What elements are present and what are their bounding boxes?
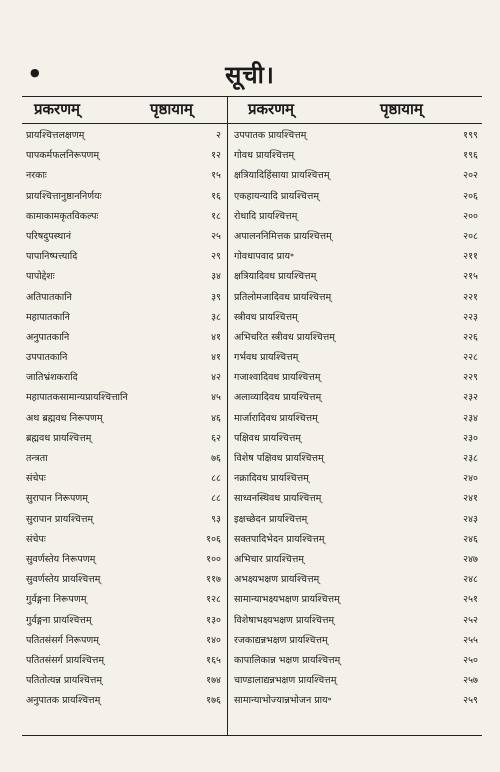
right-topic-cell: अभक्ष्यभक्षण प्रायश्चित्तम् bbox=[234, 574, 320, 586]
left-page-cell: १७४ bbox=[206, 675, 221, 687]
left-page-cell: २९ bbox=[211, 251, 221, 263]
left-page-cell: ३८ bbox=[211, 311, 221, 323]
right-page-cell: २५१ bbox=[463, 594, 478, 606]
table-row bbox=[22, 570, 482, 590]
header-right-topic: प्रकरणम् bbox=[248, 100, 295, 118]
right-topic-cell: अलाव्यादिवध प्रायश्चित्तम् bbox=[234, 392, 322, 404]
header-right-page: पृष्ठायाम् bbox=[380, 100, 423, 118]
left-topic-cell: गुर्वङ्गना प्रायश्चित्तम् bbox=[26, 614, 92, 626]
right-topic-cell: रोधादि प्रायश्चित्तम् bbox=[234, 210, 298, 222]
table-row bbox=[22, 247, 482, 267]
left-page-cell: ८८ bbox=[211, 473, 221, 485]
left-topic-cell: पापानिष्पत्त्यादि bbox=[26, 251, 78, 263]
right-page-cell: २३२ bbox=[463, 392, 478, 404]
right-page-cell: २०८ bbox=[463, 230, 478, 242]
table-row bbox=[22, 207, 482, 227]
left-page-cell: २ bbox=[216, 130, 221, 141]
table-rows bbox=[22, 126, 482, 711]
left-topic-cell: पतितोत्यन्न प्रायश्चित्तम् bbox=[26, 675, 102, 687]
left-page-cell: १०६ bbox=[206, 533, 221, 545]
right-topic-cell: गोवधापवाद प्राय॰ bbox=[234, 251, 295, 263]
right-page-cell: २०० bbox=[463, 210, 478, 222]
right-page-cell: २२९ bbox=[463, 372, 478, 384]
left-topic-cell: सुवर्णस्तेय निरूपणम् bbox=[26, 553, 96, 565]
left-page-cell: १२८ bbox=[206, 594, 221, 606]
right-topic-cell: सक्तपादिभेदन प्रायश्चित्तम् bbox=[234, 533, 325, 545]
page-title: सूची। bbox=[225, 60, 275, 89]
left-page-cell: १५ bbox=[211, 170, 221, 182]
right-topic-cell: कापालिकान्न भक्षण प्रायश्चित्तम् bbox=[234, 654, 341, 666]
table-row bbox=[22, 631, 482, 651]
right-page-cell: २४१ bbox=[463, 493, 478, 505]
left-topic-cell: जातिभ्रंशकरादि bbox=[26, 372, 78, 384]
left-page-cell: ११७ bbox=[206, 574, 221, 586]
left-page-cell: ४१ bbox=[211, 331, 221, 343]
right-page-cell: २२६ bbox=[463, 331, 478, 343]
left-topic-cell: परिषदुपस्थानं bbox=[26, 230, 71, 242]
right-page-cell: २३० bbox=[463, 432, 478, 444]
right-topic-cell: सामान्याभोज्यान्नभोजन प्राय॰ bbox=[234, 695, 332, 707]
right-page-cell: २५७ bbox=[463, 675, 478, 687]
right-page-cell: २२८ bbox=[463, 352, 478, 364]
right-page-cell: २५२ bbox=[463, 614, 478, 626]
left-page-cell: १७६ bbox=[206, 695, 221, 707]
table-row bbox=[22, 691, 482, 711]
right-topic-cell: गोवध प्रायश्चित्तम् bbox=[234, 150, 295, 162]
bullet-mark: ● bbox=[30, 66, 40, 79]
left-page-cell: ४१ bbox=[211, 352, 221, 364]
left-page-cell: १०० bbox=[206, 553, 221, 565]
left-topic-cell: अतिपातकानि bbox=[26, 291, 72, 303]
left-page-cell: ६२ bbox=[211, 432, 221, 444]
right-page-cell: २३४ bbox=[463, 412, 478, 424]
left-page-cell: १४० bbox=[206, 634, 221, 646]
table-row bbox=[22, 530, 482, 550]
right-topic-cell: क्षत्रियादिहिंसाया प्रायश्चित्तम् bbox=[234, 170, 330, 182]
table-row bbox=[22, 166, 482, 186]
left-topic-cell: उपपातकानि bbox=[26, 352, 68, 364]
left-topic-cell: नरकाः bbox=[26, 170, 47, 182]
header-left-topic: प्रकरणम् bbox=[34, 100, 81, 118]
left-topic-cell: पतितसंसर्ग प्रायश्चित्तम् bbox=[26, 654, 105, 666]
right-topic-cell: नक्रादिवध प्रायश्चित्तम् bbox=[234, 473, 309, 485]
left-topic-cell: तन्त्रता bbox=[26, 453, 48, 464]
left-topic-cell: पतितसंसर्ग निरूपणम् bbox=[26, 634, 99, 646]
right-topic-cell: प्रतिलोमजादिवध प्रायश्चित्तम् bbox=[234, 291, 332, 303]
right-topic-cell: रजकाद्यन्नभक्षण प्रायश्चित्तम् bbox=[234, 634, 328, 646]
table-row bbox=[22, 469, 482, 489]
left-topic-cell: महापातकानि bbox=[26, 311, 70, 323]
right-page-cell: २११ bbox=[463, 251, 478, 263]
left-topic-cell: प्रायश्चित्तानुष्ठाननिर्णयः bbox=[26, 190, 102, 202]
left-page-cell: ३४ bbox=[211, 271, 221, 283]
left-topic-cell: संचेपः bbox=[26, 473, 46, 485]
right-page-cell: २५९ bbox=[463, 695, 478, 707]
left-page-cell: ४२ bbox=[211, 372, 221, 384]
right-topic-cell: अपालननिमित्तक प्रायश्चित्तम् bbox=[234, 230, 332, 242]
right-topic-cell: विशेषाभक्ष्यभक्षण प्रायश्चित्तम् bbox=[234, 614, 335, 626]
table-row bbox=[22, 429, 482, 449]
table-row bbox=[22, 489, 482, 509]
right-page-cell: २५० bbox=[463, 654, 478, 666]
left-page-cell: १६ bbox=[211, 190, 221, 202]
table-row bbox=[22, 510, 482, 530]
right-topic-cell: पक्षिवध प्रायश्चित्तम् bbox=[234, 432, 301, 444]
table-row bbox=[22, 388, 482, 408]
right-page-cell: २२३ bbox=[463, 311, 478, 323]
left-topic-cell: महापातकसामान्यप्रायश्चित्तानि bbox=[26, 392, 128, 404]
right-topic-cell: अभिचार प्रायश्चित्तम् bbox=[234, 553, 304, 565]
left-page-cell: १२ bbox=[211, 150, 221, 162]
left-topic-cell: प्रायश्चित्तलक्षणम् bbox=[26, 130, 85, 141]
right-page-cell: २०२ bbox=[463, 170, 478, 182]
table-row bbox=[22, 671, 482, 691]
right-page-cell: २१५ bbox=[463, 271, 478, 283]
left-page-cell: ३९ bbox=[211, 291, 221, 303]
index-table bbox=[22, 96, 482, 736]
left-topic-cell: पापकर्मफलनिरूपणम् bbox=[26, 150, 100, 162]
right-topic-cell: चाण्डालाद्यन्नभक्षण प्रायश्चित्तम् bbox=[234, 675, 337, 687]
table-row bbox=[22, 126, 482, 146]
table-row bbox=[22, 288, 482, 308]
left-page-cell: ४६ bbox=[211, 412, 221, 424]
table-row bbox=[22, 409, 482, 429]
right-page-cell: २४७ bbox=[463, 553, 478, 565]
table-top-rule bbox=[22, 96, 482, 97]
left-page-cell: १६५ bbox=[206, 654, 221, 666]
right-page-cell: २३८ bbox=[463, 453, 478, 464]
table-row bbox=[22, 187, 482, 207]
table-row bbox=[22, 368, 482, 388]
right-topic-cell: एकहायन्यादि प्रायश्चित्तम् bbox=[234, 190, 320, 202]
table-row bbox=[22, 590, 482, 610]
left-topic-cell: संचेपः bbox=[26, 533, 46, 545]
right-topic-cell: क्षत्रियादिवध प्रायश्चित्तम् bbox=[234, 271, 317, 283]
left-page-cell: ९३ bbox=[211, 513, 221, 525]
right-topic-cell: इक्षच्छेदन प्रायश्चित्तम् bbox=[234, 513, 308, 525]
table-row bbox=[22, 308, 482, 328]
table-header-rule bbox=[22, 123, 482, 124]
table-row bbox=[22, 651, 482, 671]
right-topic-cell: सामान्याभक्ष्यभक्षण प्रायश्चित्तम् bbox=[234, 594, 340, 606]
right-page-cell: २०६ bbox=[463, 190, 478, 202]
table-row bbox=[22, 348, 482, 368]
left-topic-cell: अनुपातक प्रायश्चित्तम् bbox=[26, 695, 101, 707]
right-topic-cell: गर्भवध प्रायश्चित्तम् bbox=[234, 352, 299, 364]
table-row bbox=[22, 611, 482, 631]
right-topic-cell: गजाश्वादिवध प्रायश्चित्तम् bbox=[234, 372, 321, 384]
left-topic-cell: पापोद्देशः bbox=[26, 271, 55, 283]
right-topic-cell: साध्वनस्थिवध प्रायश्चित्तम् bbox=[234, 493, 322, 505]
left-topic-cell: कामाकामकृतविकल्पः bbox=[26, 210, 99, 222]
right-topic-cell: विशेष पक्षिवध प्रायश्चित्तम् bbox=[234, 453, 324, 464]
table-row bbox=[22, 328, 482, 348]
right-topic-cell: अभिचरित स्त्रीवध प्रायश्चित्तम् bbox=[234, 331, 335, 343]
right-topic-cell: मार्जारादिवध प्रायश्चित्तम् bbox=[234, 412, 318, 424]
right-page-cell: २५५ bbox=[463, 634, 478, 646]
left-page-cell: ७६ bbox=[211, 453, 221, 464]
right-topic-cell: उपपातक प्रायश्चित्तम् bbox=[234, 130, 307, 141]
table-row bbox=[22, 550, 482, 570]
right-topic-cell: स्त्रीवध प्रायश्चित्तम् bbox=[234, 311, 298, 323]
left-topic-cell: गुर्वङ्गना निरूपणम् bbox=[26, 594, 87, 606]
left-page-cell: ४५ bbox=[211, 392, 221, 404]
right-page-cell: १९६ bbox=[463, 150, 478, 162]
table-row bbox=[22, 267, 482, 287]
right-page-cell: २४८ bbox=[463, 574, 478, 586]
left-topic-cell: सुरापान प्रायश्चित्तम् bbox=[26, 513, 94, 525]
left-page-cell: १८ bbox=[211, 210, 221, 222]
left-topic-cell: ब्रह्मवध प्रायश्चित्तम् bbox=[26, 432, 92, 444]
table-row bbox=[22, 146, 482, 166]
table-row bbox=[22, 227, 482, 247]
left-topic-cell: अनुपातकानि bbox=[26, 331, 70, 343]
right-page-cell: २४६ bbox=[463, 533, 478, 545]
table-bottom-rule bbox=[22, 735, 482, 736]
left-topic-cell: अथ ब्रह्मवध निरूपणम् bbox=[26, 412, 103, 424]
left-topic-cell: सुवर्णस्तेय प्रायश्चित्तम् bbox=[26, 574, 101, 586]
header-left-page: पृष्ठायाम् bbox=[150, 100, 193, 118]
left-page-cell: १३० bbox=[206, 614, 221, 626]
left-page-cell: ८८ bbox=[211, 493, 221, 505]
table-row bbox=[22, 449, 482, 469]
right-page-cell: २४० bbox=[463, 473, 478, 485]
left-page-cell: २५ bbox=[211, 230, 221, 242]
left-topic-cell: सुरापान निरूपणम् bbox=[26, 493, 88, 505]
right-page-cell: २४३ bbox=[463, 513, 478, 525]
right-page-cell: २२१ bbox=[463, 291, 478, 303]
right-page-cell: १९९ bbox=[463, 130, 478, 141]
